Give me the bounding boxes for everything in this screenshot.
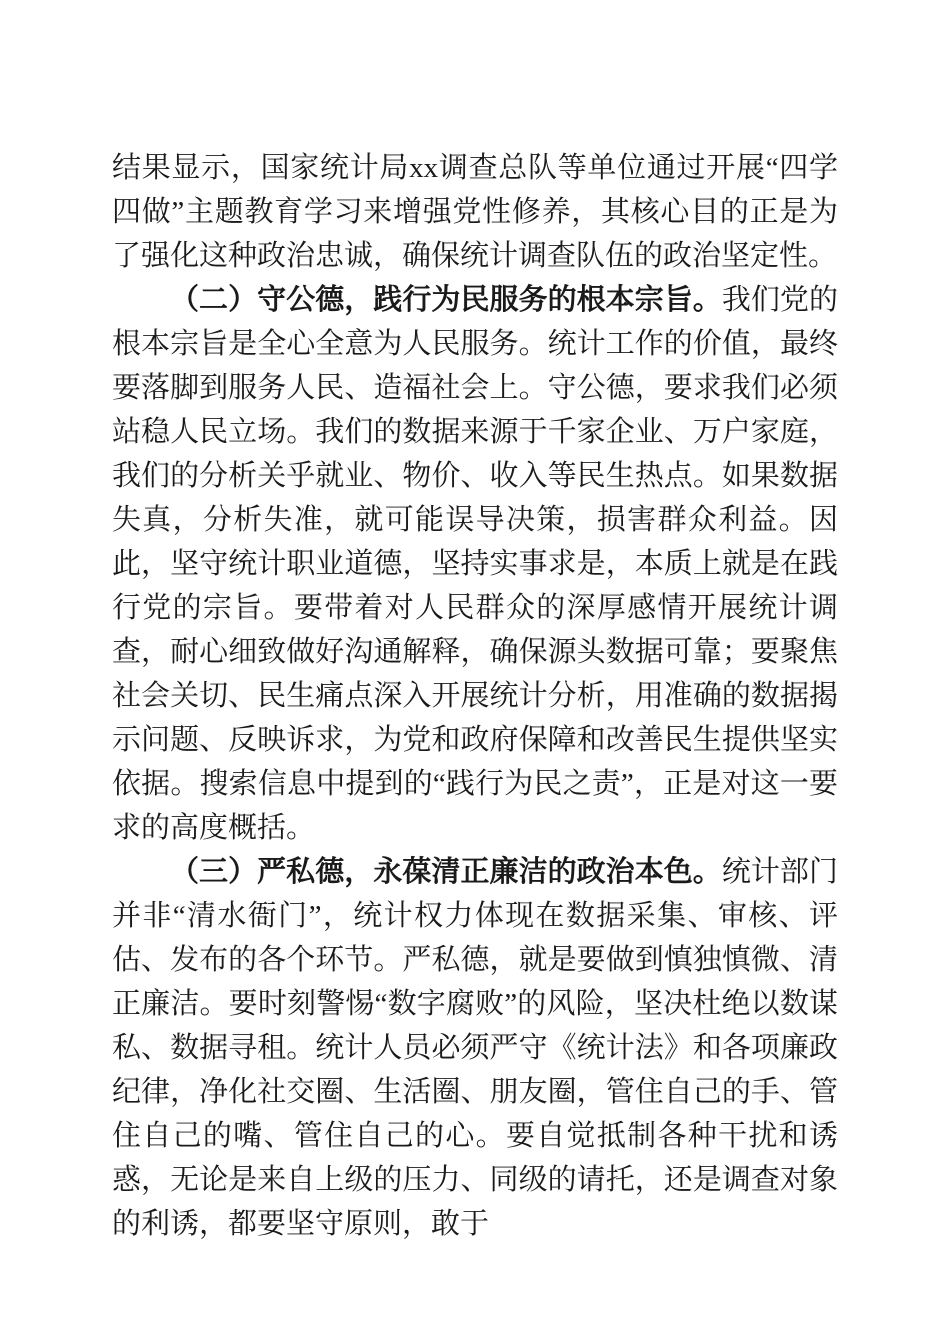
paragraph-section-2 [112,278,838,850]
paragraph-text: 我们党的根本宗旨是全心全意为人民服务。统计工作的价值，最终要落脚到服务人民、造福社会上。守公德，要求我们必须站稳人民立场。我们的数据来源于千家企业、万户家庭，我们的分析关乎就业、物价、收入等民生热点。如果数据失真，分析失准，就可能误导决策，损害群众利益。因此，坚守统计职业道德，坚持实事求是，本质上就是在践行党的宗旨。要带着对人民群众的深厚感情开展统计调查，耐心细致做好沟通解释，确保源头数据可靠；要聚焦社会关切、民生痛点深入开展统计分析，用准确的数据揭示问题、反映诉求，为党和政府保障和改善民生提供坚实依据。搜索信息中提到的“践行为民之责”，正是对这一要求的高度概括。 [112,284,838,844]
paragraph-section-3 [112,850,838,1246]
paragraph-text: 统计部门并非“清水衙门”，统计权力体现在数据采集、审核、评估、发布的各个环节。严私德，就是要做到慎独慎微、清正廉洁。要时刻警惕“数字腐败”的风险，坚决杜绝以数谋私、数据寻租。统计人员必须严守《统计法》和各项廉政纪律，净化社交圈、生活圈、朋友圈，管住自己的手、管住自己的嘴、管住自己的心。要自觉抵制各种干扰和诱惑，无论是来自上级的压力、同级的请托，还是调查对象的利诱，都要坚守原则，敢于 [112,856,838,1240]
paragraph-continuation [112,146,838,278]
section-heading-3: （三）严私德，永葆清正廉洁的政治本色。 [170,856,722,888]
section-heading-2: （二）守公德，践行为民服务的根本宗旨。 [170,284,722,316]
paragraph-text: 结果显示，国家统计局xx调查总队等单位通过开展“四学四做”主题教育学习来增强党性修养，其核心目的正是为了强化这种政治忠诚，确保统计调查队伍的政治坚定性。 [112,152,838,272]
